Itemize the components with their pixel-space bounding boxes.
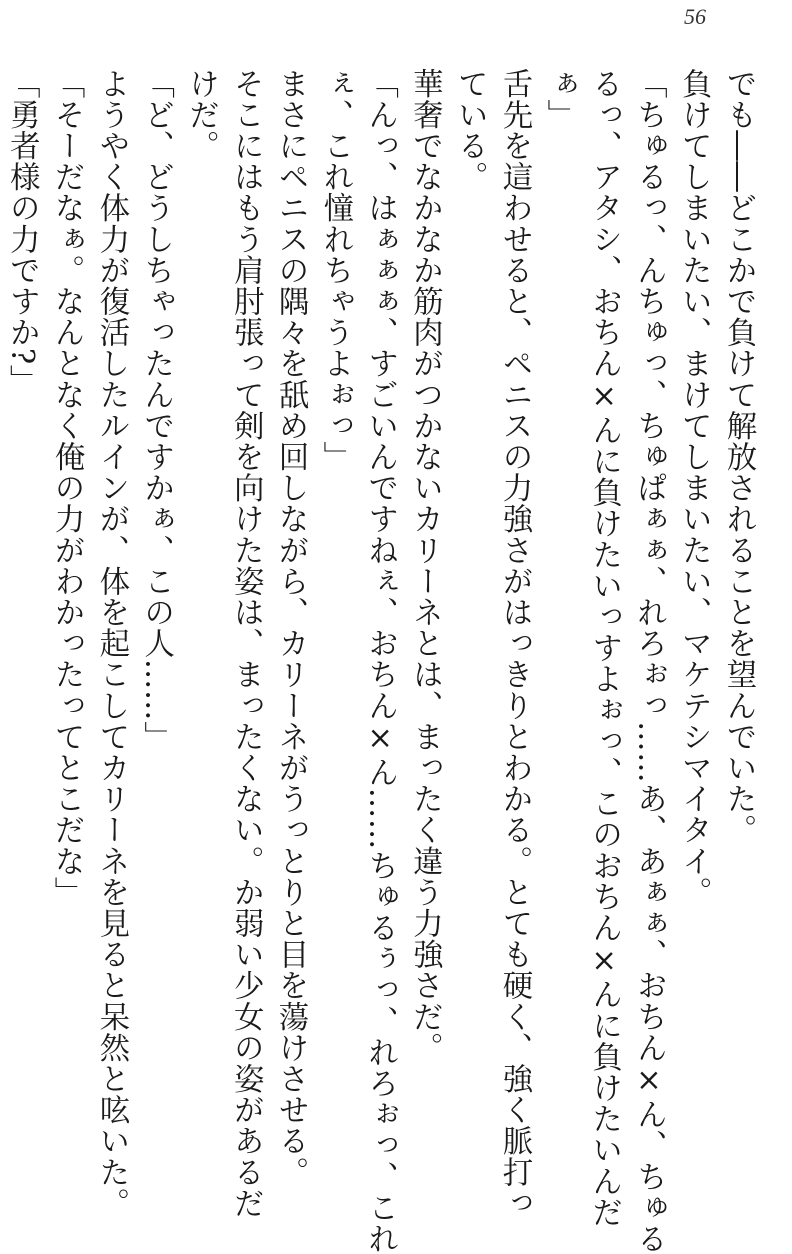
text-line: そこにはもう肩肘張って剣を向けた姿は、まったくない。か弱い少女の姿があるだ bbox=[228, 68, 264, 1219]
text-line: 「んっ、はぁぁぁ、すごいんですねぇ、おちん×ん……ちゅるぅっ、れろぉっ、これ bbox=[362, 68, 398, 1254]
text-line: 華奢でなかなか筋肉がつかないカリーネとは、まったく違う力強さだ。 bbox=[407, 68, 443, 1064]
text-line: まさにペニスの隅々を舐め回しながら、カリーネがうっとりと目を蕩けさせる。 bbox=[273, 68, 309, 1188]
text-line: るっ、アタシ、おちん×んに負けたいっすよぉっ、このおちん×んに負けたいんだ bbox=[586, 68, 622, 1228]
text-line: ている。 bbox=[452, 68, 488, 193]
text-line: ぇ、これ憧れちゃうよぉっ」 bbox=[317, 68, 353, 473]
text-line: けだ。 bbox=[183, 68, 219, 162]
text-line: でも――どこかで負けて解放されることを望んでいた。 bbox=[721, 68, 756, 846]
text-line: ぁ」 bbox=[541, 68, 577, 131]
text-line: ようやく体力が復活したルインが、体を起こしてカリーネを見ると呆然と呟いた。 bbox=[93, 68, 129, 1219]
text-line: 舌先を這わせると、ペニスの力強さがはっきりとわかる。とても硬く、強く脈打っ bbox=[497, 68, 533, 1219]
text-line: 「ちゅるっ、んちゅっ、ちゅぱぁぁ、れろぉっ……あ、あぁぁ、おちん×ん、ちゅる bbox=[631, 68, 667, 1254]
text-line: 「そーだなぁ。なんとなく俺の力がわかったってとこだな」 bbox=[49, 68, 85, 908]
novel-text-body bbox=[4, 68, 760, 1254]
page-number: 56 bbox=[684, 4, 706, 29]
text-line: 負けてしまいたい、まけてしまいたい、マケテシマイタイ。 bbox=[676, 68, 712, 908]
text-line: 「勇者様の力ですか?」 bbox=[4, 68, 40, 396]
text-line: 「ど、どうしちゃったんですかぁ、この人……」 bbox=[138, 68, 174, 753]
